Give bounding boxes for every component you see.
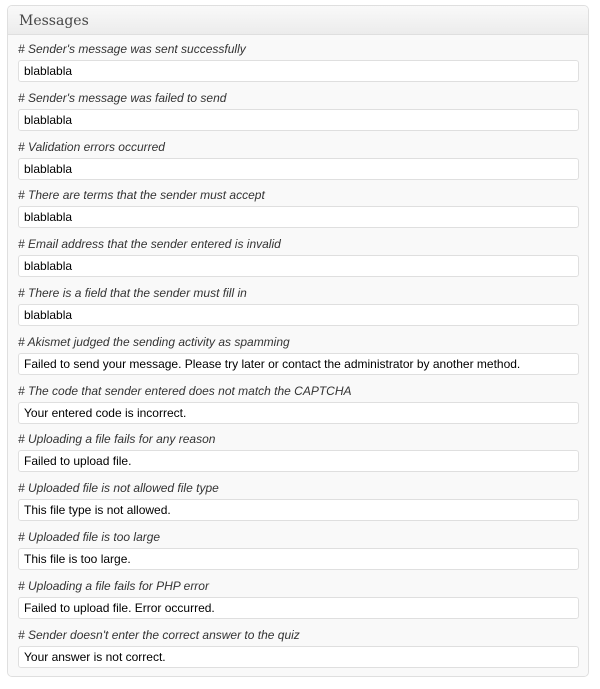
message-row-accept-terms [18, 185, 588, 234]
message-input[interactable] [18, 60, 579, 82]
message-input[interactable] [18, 304, 579, 326]
message-label: # The code that sender entered does not match the CAPTCHA [18, 383, 352, 398]
message-input[interactable] [18, 206, 579, 228]
message-row-mail-sent-ok [18, 39, 588, 88]
panel-title: Messages [8, 6, 588, 35]
message-row-mail-sent-ng [18, 88, 588, 137]
message-label: # Email address that the sender entered is invalid [18, 237, 281, 252]
message-input[interactable] [18, 450, 579, 472]
message-input[interactable] [18, 646, 579, 668]
message-row-upload-file-too-large [18, 527, 588, 576]
message-input[interactable] [18, 109, 579, 131]
message-label: # Sender's message was sent successfully [18, 42, 246, 56]
message-input[interactable] [18, 255, 579, 277]
messages-list [8, 35, 588, 677]
message-input[interactable] [18, 548, 579, 570]
message-row-validation-error [18, 137, 588, 186]
message-label: # Uploaded file is not allowed file type [18, 481, 219, 496]
message-label: # Uploaded file is too large [18, 529, 161, 544]
message-row-upload-php-error [18, 576, 588, 625]
message-row-akismet-spam [18, 332, 588, 381]
message-input[interactable] [18, 158, 579, 180]
message-row-upload-file-type-invalid [18, 478, 588, 527]
message-row-quiz-answer-not-correct [18, 625, 588, 674]
message-input[interactable] [18, 597, 579, 619]
message-label: # Validation errors occurred [18, 139, 165, 154]
message-row-captcha-not-match [18, 381, 588, 430]
message-input[interactable] [18, 353, 579, 375]
message-input[interactable] [18, 402, 579, 424]
message-label: # There are terms that the sender must accept [18, 188, 265, 203]
message-label: # Akismet judged the sending activity as spamming [18, 334, 290, 349]
message-row-invalid-required [18, 283, 588, 332]
message-label: # Sender doesn't enter the correct answer to the quiz [18, 627, 300, 642]
message-label: # Uploading a file fails for any reason [18, 432, 216, 447]
message-input[interactable] [18, 499, 579, 521]
message-row-invalid-email [18, 234, 588, 283]
message-label: # Uploading a file fails for PHP error [18, 578, 209, 593]
message-row-upload-failed [18, 429, 588, 478]
messages-panel [7, 5, 589, 677]
message-label: # Sender's message was failed to send [18, 90, 227, 105]
message-label: # There is a field that the sender must fill in [18, 285, 247, 300]
